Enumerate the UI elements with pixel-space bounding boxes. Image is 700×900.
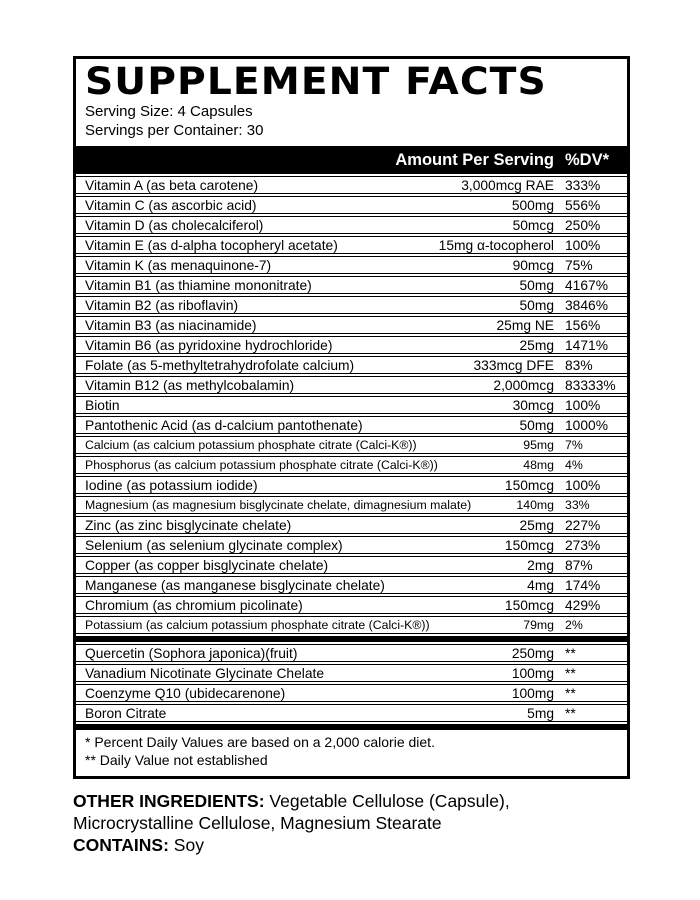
- ingredient-name: Vitamin D (as cholecalciferol): [85, 217, 264, 233]
- table-row: [76, 596, 627, 614]
- extra-ingredient-rows: [76, 642, 627, 724]
- ingredient-dv: 174%: [565, 577, 601, 593]
- ingredient-name: Quercetin (Sophora japonica)(fruit): [85, 645, 298, 661]
- ingredient-dv: 75%: [565, 257, 593, 273]
- ingredient-dv: 83%: [565, 357, 593, 373]
- ingredient-amount: 333mcg DFE: [473, 357, 554, 373]
- ingredient-name: Potassium (as calcium potassium phosphate citrate (Calci-K®)): [85, 618, 430, 632]
- ingredient-amount: 2,000mcg: [493, 377, 554, 393]
- percent-dv-header: %DV*: [565, 150, 610, 169]
- footnotes-section: [76, 730, 627, 776]
- ingredient-amount: 15mg α-tocopherol: [438, 237, 554, 253]
- other-ingredients-label: OTHER INGREDIENTS:: [73, 791, 265, 811]
- table-row: [76, 684, 627, 702]
- ingredient-amount: 79mg: [523, 618, 554, 632]
- table-row: [76, 664, 627, 682]
- ingredient-amount: 3,000mcg RAE: [461, 177, 554, 193]
- main-ingredient-rows: [76, 174, 627, 636]
- table-row: [76, 576, 627, 594]
- ingredient-name: Magnesium (as magnesium bisglycinate chelate, dimagnesium malate): [85, 498, 472, 512]
- ingredient-amount: 100mg: [511, 685, 554, 701]
- table-row: [76, 456, 627, 474]
- ingredient-dv: 33%: [565, 498, 590, 512]
- ingredient-amount: 95mg: [523, 438, 554, 452]
- ingredient-amount: 500mg: [511, 197, 554, 213]
- ingredient-amount: 2mg: [527, 557, 554, 573]
- ingredient-name: Vitamin A (as beta carotene): [85, 177, 259, 193]
- contains-label: CONTAINS:: [73, 835, 169, 855]
- ingredient-dv: 2%: [565, 618, 583, 632]
- ingredient-name: Vitamin B1 (as thiamine mononitrate): [85, 277, 312, 293]
- ingredient-dv: **: [565, 665, 576, 681]
- ingredient-name: Zinc (as zinc bisglycinate chelate): [85, 517, 292, 533]
- ingredient-amount: 50mcg: [512, 217, 554, 233]
- supplement-facts-panel: [73, 56, 630, 779]
- table-row: [76, 236, 627, 254]
- footnote-daily-values: * Percent Daily Values are based on a 2,000 calorie diet.: [85, 734, 435, 750]
- footnote-dv-not-established: ** Daily Value not established: [85, 751, 268, 768]
- label-header-section: [76, 59, 627, 146]
- ingredient-dv: 100%: [565, 477, 601, 493]
- ingredient-dv: 333%: [565, 177, 601, 193]
- ingredient-dv: 7%: [565, 438, 583, 452]
- table-row: [76, 416, 627, 434]
- table-row: [76, 556, 627, 574]
- amount-per-serving-header: Amount Per Serving: [395, 150, 554, 169]
- table-row: [76, 476, 627, 494]
- ingredient-dv: 100%: [565, 237, 601, 253]
- table-row: [76, 196, 627, 214]
- ingredient-dv: **: [565, 645, 576, 661]
- ingredient-name: Biotin: [85, 397, 120, 413]
- supplement-facts-title: SUPPLEMENT FACTS: [85, 60, 547, 103]
- ingredient-dv: **: [565, 705, 576, 721]
- table-row: [76, 704, 627, 722]
- table-row: [76, 336, 627, 354]
- ingredient-amount: 48mg: [523, 458, 554, 472]
- ingredient-name: Phosphorus (as calcium potassium phosphate citrate (Calci-K®)): [85, 458, 438, 472]
- ingredient-name: Vitamin B12 (as methylcobalamin): [85, 377, 295, 393]
- table-row: [76, 216, 627, 234]
- ingredient-name: Vitamin B6 (as pyridoxine hydrochloride): [85, 337, 333, 353]
- other-ingredients-text: [73, 790, 633, 834]
- ingredient-name: Chromium (as chromium picolinate): [85, 597, 303, 613]
- ingredient-name: Coenzyme Q10 (ubidecarenone): [85, 685, 286, 701]
- ingredient-name: Iodine (as potassium iodide): [85, 477, 258, 493]
- servings-per-container-text: Servings per Container: 30: [85, 122, 264, 139]
- table-row: [76, 616, 627, 634]
- ingredient-dv: **: [565, 685, 576, 701]
- ingredient-name: Manganese (as manganese bisglycinate chelate): [85, 577, 385, 593]
- table-column-header: [76, 146, 627, 174]
- ingredient-amount: 150mcg: [504, 597, 554, 613]
- ingredient-name: Vitamin K (as menaquinone-7): [85, 257, 272, 273]
- ingredient-amount: 140mg: [516, 498, 554, 512]
- ingredient-dv: 273%: [565, 537, 601, 553]
- ingredient-name: Copper (as copper bisglycinate chelate): [85, 557, 329, 573]
- ingredient-name: Selenium (as selenium glycinate complex): [85, 537, 343, 553]
- table-row: [76, 256, 627, 274]
- ingredient-dv: 4%: [565, 458, 583, 472]
- ingredient-dv: 4167%: [565, 277, 608, 293]
- ingredient-dv: 429%: [565, 597, 601, 613]
- ingredient-amount: 50mg: [519, 277, 554, 293]
- ingredient-dv: 156%: [565, 317, 601, 333]
- table-row: [76, 536, 627, 554]
- ingredient-name: Boron Citrate: [85, 705, 167, 721]
- ingredient-amount: 90mcg: [512, 257, 554, 273]
- table-row: [76, 436, 627, 454]
- table-row: [76, 276, 627, 294]
- ingredient-amount: 30mcg: [512, 397, 554, 413]
- ingredient-amount: 250mg: [511, 645, 554, 661]
- ingredient-amount: 25mg NE: [496, 317, 554, 333]
- table-row: [76, 496, 627, 514]
- ingredient-name: Vanadium Nicotinate Glycinate Chelate: [85, 665, 325, 681]
- ingredient-name: Calcium (as calcium potassium phosphate citrate (Calci-K®)): [85, 438, 417, 452]
- table-row: [76, 296, 627, 314]
- table-row: [76, 516, 627, 534]
- table-row: [76, 376, 627, 394]
- table-row: [76, 644, 627, 662]
- table-row: [76, 316, 627, 334]
- contains-value: Soy: [173, 835, 204, 855]
- ingredient-name: Vitamin B2 (as riboflavin): [85, 297, 239, 313]
- ingredient-dv: 556%: [565, 197, 601, 213]
- ingredient-amount: 50mg: [519, 417, 554, 433]
- ingredient-dv: 1471%: [565, 337, 608, 353]
- other-ingredients-value: Vegetable Cellulose (Capsule), Microcrystalline Cellulose, Magnesium Stearate: [73, 791, 510, 833]
- ingredient-dv: 87%: [565, 557, 593, 573]
- other-ingredients-section: [73, 790, 633, 856]
- ingredient-amount: 50mg: [519, 297, 554, 313]
- ingredient-dv: 250%: [565, 217, 601, 233]
- ingredient-name: Pantothenic Acid (as d-calcium pantothenate): [85, 417, 363, 433]
- ingredient-amount: 150mcg: [504, 477, 554, 493]
- table-row: [76, 356, 627, 374]
- ingredient-dv: 83333%: [565, 377, 616, 393]
- ingredient-dv: 227%: [565, 517, 601, 533]
- ingredient-name: Folate (as 5-methyltetrahydrofolate calcium): [85, 357, 355, 373]
- ingredient-amount: 100mg: [511, 665, 554, 681]
- table-row: [76, 396, 627, 414]
- ingredient-dv: 3846%: [565, 297, 608, 313]
- ingredient-name: Vitamin B3 (as niacinamide): [85, 317, 257, 333]
- ingredient-amount: 25mg: [519, 337, 554, 353]
- table-row: [76, 176, 627, 194]
- ingredient-amount: 5mg: [527, 705, 554, 721]
- serving-size-text: Serving Size: 4 Capsules: [85, 103, 253, 120]
- ingredient-dv: 1000%: [565, 417, 608, 433]
- ingredient-name: Vitamin C (as ascorbic acid): [85, 197, 257, 213]
- ingredient-amount: 150mcg: [504, 537, 554, 553]
- ingredient-name: Vitamin E (as d-alpha tocopheryl acetate): [85, 237, 338, 253]
- contains-text: [73, 834, 633, 856]
- ingredient-amount: 25mg: [519, 517, 554, 533]
- ingredient-amount: 4mg: [527, 577, 554, 593]
- ingredient-dv: 100%: [565, 397, 601, 413]
